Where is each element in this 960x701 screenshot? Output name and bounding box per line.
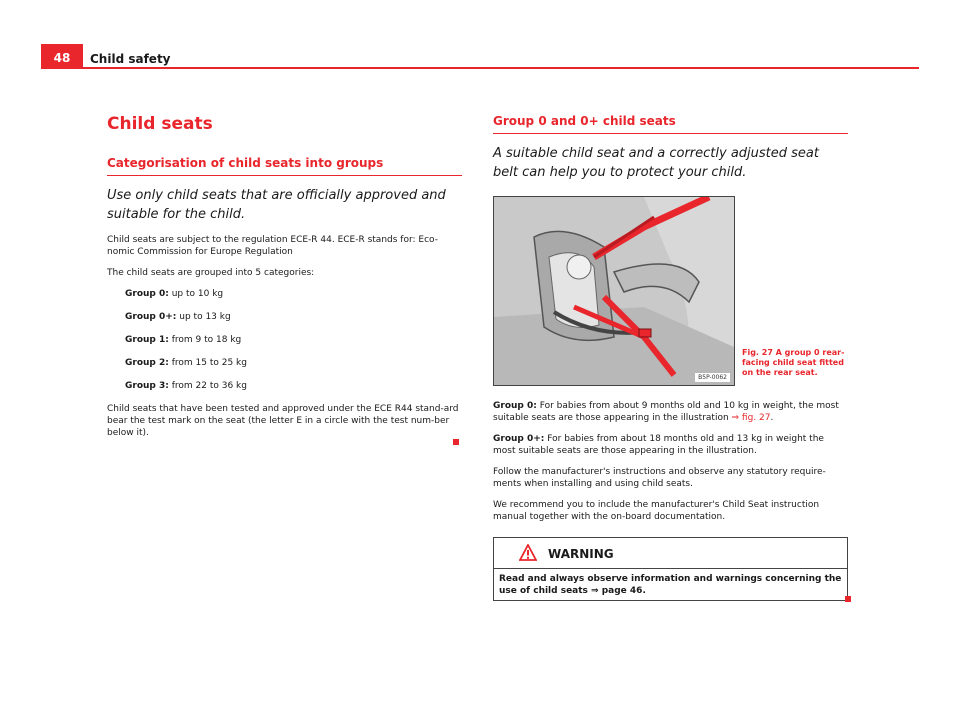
group-item [125,357,462,369]
section-end-marker [453,439,459,445]
header-rule [41,67,919,69]
chapter-title: Child safety [90,52,171,66]
group-item [125,334,462,346]
lead-text-right: A suitable child seat and a correctly adjusted seat belt can help you to protect your child. [493,146,819,180]
warning-title: WARNING [548,547,614,561]
group-label: Group 0: [125,289,169,299]
group0plus-label: Group 0+: [493,434,545,444]
left-column [107,114,462,448]
paragraph-group0 [493,400,848,424]
figure-27 [493,196,848,386]
group0plus-text: For babies from about 18 months old and 13 kg in weight the most suitable seats are those appearing in the illustration. [493,434,824,456]
paragraph-categories: The child seats are grouped into 5 categories: [107,268,315,278]
group-weight: from 9 to 18 kg [168,335,242,345]
warning-header [494,538,847,569]
child-seat-illustration [493,196,735,386]
paragraph-documentation: We recommend you to include the manufacturer's Child Seat instruction manual together with the on-board documentation. [493,500,820,522]
group-item [125,288,462,300]
group-label: Group 1: [125,335,169,345]
section-title: Child seats [107,114,213,134]
group-label: Group 0+: [125,312,177,322]
paragraph-group0plus [493,433,848,457]
group0-period: . [770,413,774,423]
subsection-title-group0: Group 0 and 0+ child seats [493,114,848,134]
paragraph-instructions: Follow the manufacturer's instructions and observe any statutory require-ments when installing and using child seats. [493,467,826,489]
warning-box [493,537,848,601]
warning-text: Read and always observe information and warnings concerning the use of child seats ⇒ page 46. [499,574,842,596]
figure-link[interactable]: ⇒ fig. 27 [731,413,771,423]
group-list [107,288,462,392]
figure-code: B5P-0062 [695,373,730,382]
right-column [493,114,848,601]
group-label: Group 3: [125,381,169,391]
group-weight: from 15 to 25 kg [168,358,247,368]
group-item [125,380,462,392]
group-label: Group 2: [125,358,169,368]
group-weight: up to 13 kg [176,312,231,322]
page-number: 48 [41,44,83,68]
section-end-marker [845,596,851,602]
group-weight: from 22 to 36 kg [168,381,247,391]
paragraph-test-mark: Child seats that have been tested and approved under the ECE R44 stand-ard bear the test mark on the seat (the letter E in a circle with the test num-ber below it). [107,404,459,438]
subsection-title-groups: Categorisation of child seats into groups [107,156,462,176]
figure-caption: Fig. 27 A group 0 rear-facing child seat fitted on the rear seat. [742,348,845,377]
group0-label: Group 0: [493,401,537,411]
paragraph-regulation: Child seats are subject to the regulation ECE-R 44. ECE-R stands for: Eco-nomic Commission for Europe Regulation [107,235,438,257]
group-weight: up to 10 kg [168,289,224,299]
lead-text-left: Use only child seats that are officially approved and suitable for the child. [107,188,446,222]
group0-text: For babies from about 9 months old and 10 kg in weight, the most suitable seats are those appearing in the illustration [493,401,839,423]
warning-triangle-icon [519,544,537,561]
page-header [41,44,919,68]
group-item [125,311,462,323]
